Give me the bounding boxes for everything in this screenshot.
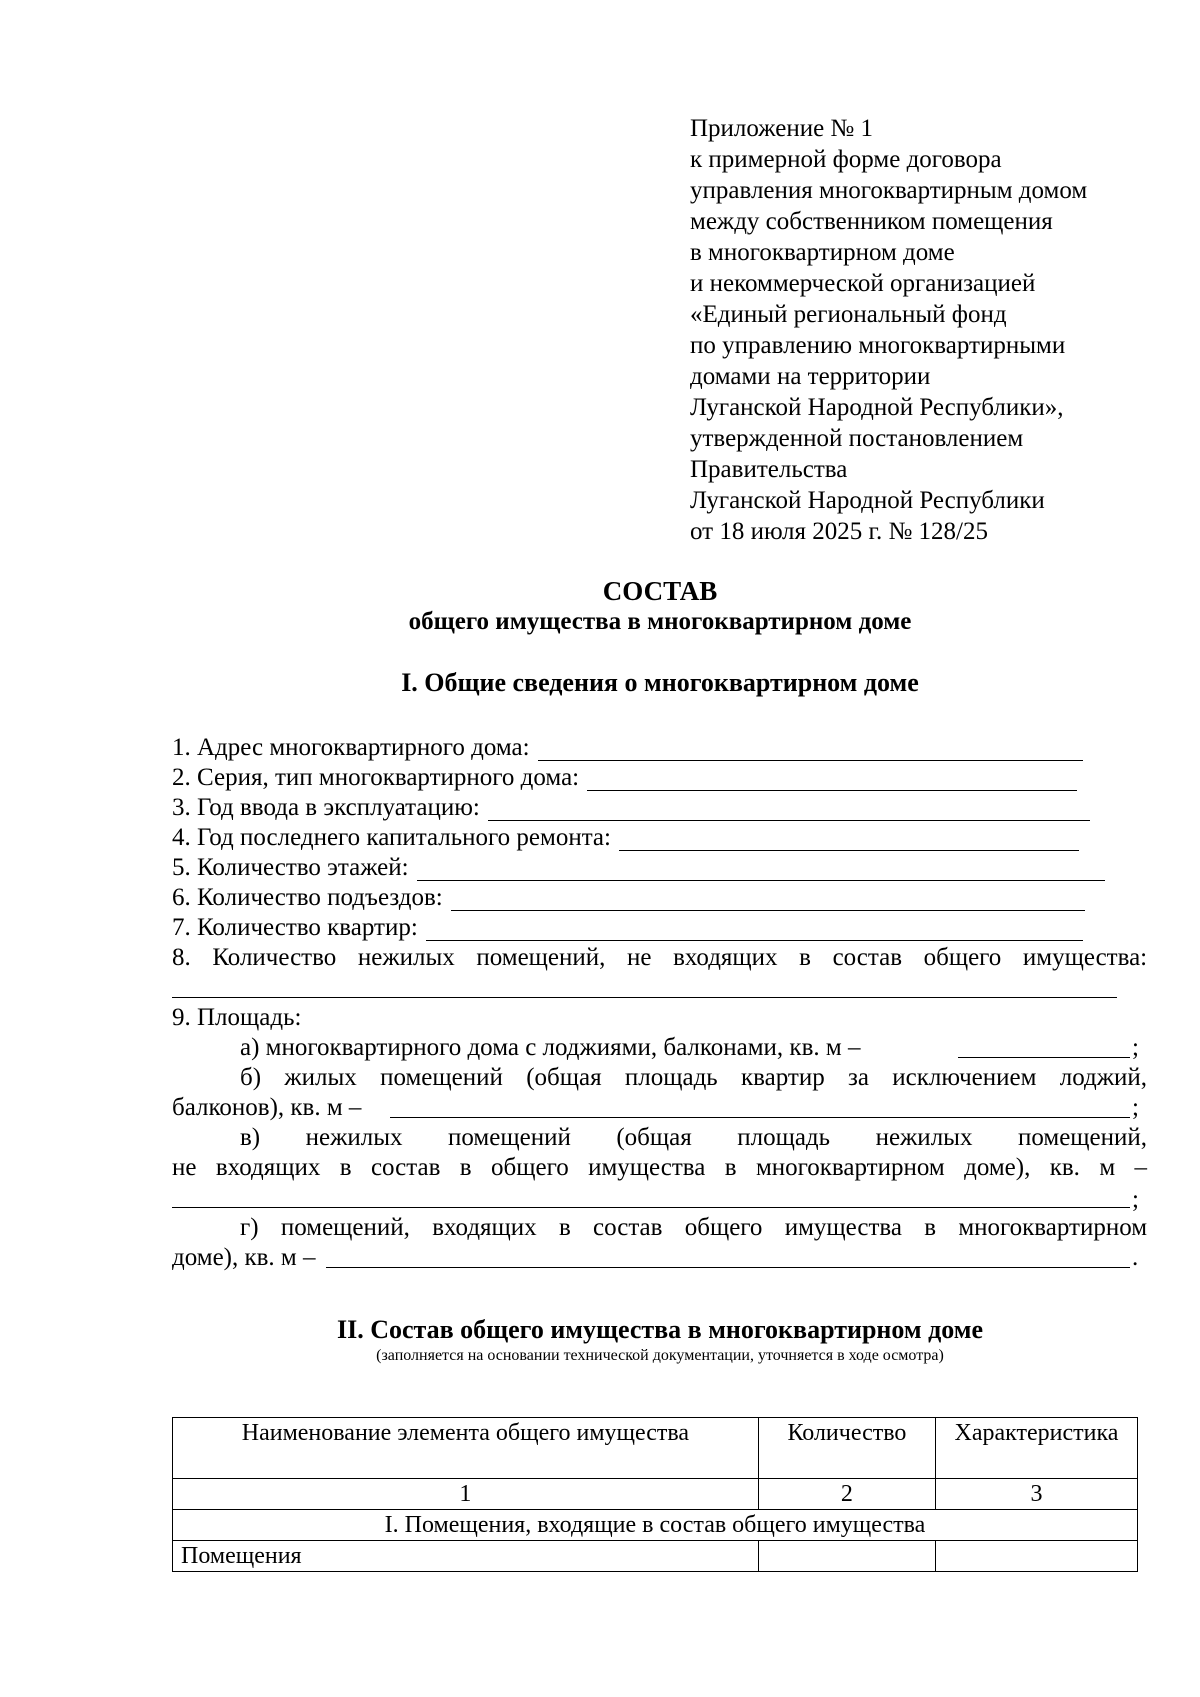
- last-repair-year-field: [172, 823, 1147, 853]
- floors-count-blank[interactable]: [417, 857, 1105, 881]
- series-type-blank[interactable]: [587, 767, 1077, 791]
- document-title: СОСТАВ: [602, 576, 718, 606]
- semicolon: ;: [1132, 1186, 1139, 1213]
- field-label: 4. Год последнего капитального ремонта:: [172, 824, 611, 851]
- field-label: 1. Адрес многоквартирного дома:: [172, 734, 530, 761]
- section-2-title: II. Состав общего имущества в многоквартирном доме: [336, 1315, 984, 1344]
- column-number: 2: [758, 1479, 935, 1510]
- area-a-blank[interactable]: [958, 1057, 1130, 1058]
- header-element-name: Наименование элемента общего имущества: [173, 1418, 759, 1479]
- appendix-line: в многоквартирном доме: [690, 239, 955, 266]
- area-v-label-cont: не входящих в состав в общего имущества в многоквартирном доме), кв. м –: [172, 1154, 1148, 1181]
- commissioning-year-blank[interactable]: [488, 797, 1090, 821]
- semicolon: ;: [1132, 1094, 1139, 1121]
- floors-count-field: [172, 853, 1147, 883]
- table-number-row: [173, 1479, 1138, 1510]
- appendix-line: Правительства: [690, 456, 848, 483]
- last-repair-year-blank[interactable]: [619, 827, 1079, 851]
- table-header-row: [173, 1418, 1138, 1479]
- appendix-line: от 18 июля 2025 г. № 128/25: [690, 518, 988, 545]
- area-v-blank[interactable]: [172, 1207, 1130, 1208]
- column-number: 3: [936, 1479, 1138, 1510]
- entrances-count-field: [172, 883, 1147, 913]
- section-row-label: I. Помещения, входящие в состав общего имущества: [173, 1510, 1138, 1541]
- appendix-line: Луганской Народной Республики»,: [690, 394, 1064, 421]
- cell-characteristic[interactable]: [936, 1541, 1138, 1572]
- appendix-header: [690, 113, 1160, 547]
- appendix-line: управления многоквартирным домом: [690, 177, 1088, 204]
- area-b-label: б) жилых помещений (общая площадь квартир за исключением лоджий,: [240, 1064, 1148, 1091]
- non-residential-count-blank[interactable]: [172, 997, 1117, 998]
- non-residential-count-label: 8. Количество нежилых помещений, не входящих в состав общего имущества:: [172, 944, 1148, 971]
- appendix-line: по управлению многоквартирными: [690, 332, 1066, 359]
- area-g-blank[interactable]: [326, 1267, 1130, 1268]
- appendix-line: домами на территории: [690, 363, 931, 390]
- appendix-line: и некоммерческой организацией: [690, 270, 1036, 297]
- section-1-title: I. Общие сведения о многоквартирном доме: [401, 668, 919, 697]
- table-section-row: [173, 1510, 1138, 1541]
- field-label: 2. Серия, тип многоквартирного дома:: [172, 764, 580, 791]
- period: .: [1132, 1244, 1139, 1271]
- appendix-line: Луганской Народной Республики: [690, 487, 1045, 514]
- section-2-note: (заполняется на основании технической документации, уточняется в ходе осмотра): [376, 1347, 944, 1364]
- area-b-label-cont: балконов), кв. м –: [172, 1094, 362, 1121]
- commissioning-year-field: [172, 793, 1147, 823]
- appendix-line: между собственником помещения: [690, 208, 1053, 235]
- field-label: 5. Количество этажей:: [172, 854, 409, 881]
- semicolon: ;: [1132, 1034, 1139, 1061]
- cell-element-name: Помещения: [173, 1541, 759, 1572]
- address-field: [172, 733, 1147, 763]
- appendix-line: утвержденной постановлением: [690, 425, 1024, 452]
- area-label: 9. Площадь:: [172, 1004, 302, 1031]
- area-g-label: г) помещений, входящих в состав общего имущества в многоквартирном: [240, 1214, 1148, 1241]
- area-b-blank[interactable]: [390, 1117, 1130, 1118]
- cell-quantity[interactable]: [758, 1541, 935, 1572]
- apartments-count-field: [172, 913, 1147, 943]
- area-v-label: в) нежилых помещений (общая площадь нежилых помещений,: [240, 1124, 1148, 1151]
- field-label: 7. Количество квартир:: [172, 914, 418, 941]
- header-quantity: Количество: [758, 1418, 935, 1479]
- column-number: 1: [173, 1479, 759, 1510]
- appendix-line: Приложение № 1: [690, 115, 874, 142]
- field-label: 6. Количество подъездов:: [172, 884, 443, 911]
- apartments-count-blank[interactable]: [426, 917, 1083, 941]
- entrances-count-blank[interactable]: [451, 887, 1085, 911]
- appendix-line: «Единый региональный фонд: [690, 301, 1007, 328]
- appendix-line: к примерной форме договора: [690, 146, 1002, 173]
- header-characteristic: Характеристика: [936, 1418, 1138, 1479]
- area-a-label: а) многоквартирного дома с лоджиями, балконами, кв. м –: [240, 1034, 861, 1061]
- address-blank[interactable]: [538, 737, 1083, 761]
- series-type-field: [172, 763, 1147, 793]
- area-g-label-cont: доме), кв. м –: [172, 1244, 316, 1271]
- table-row: [173, 1541, 1138, 1572]
- field-label: 3. Год ввода в эксплуатацию:: [172, 794, 480, 821]
- document-subtitle: общего имущества в многоквартирном доме: [408, 608, 912, 635]
- property-table: [172, 1417, 1138, 1572]
